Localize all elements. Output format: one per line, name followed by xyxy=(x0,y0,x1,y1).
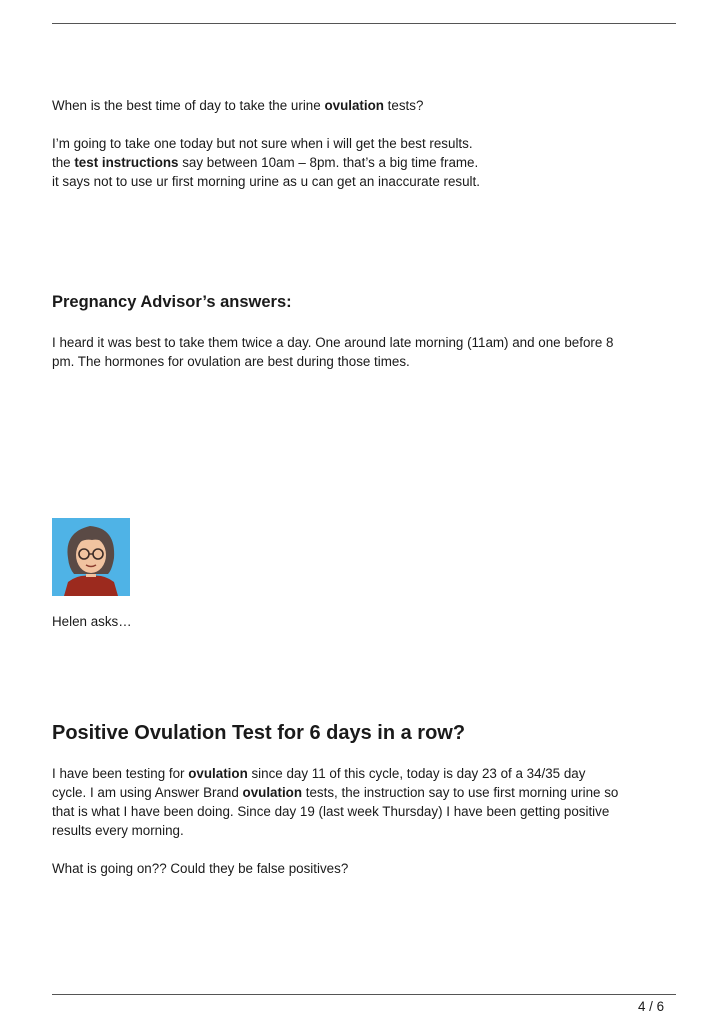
answer-line: I heard it was best to take them twice a day. One around late morning (11am) and one before 8 xyxy=(52,335,614,350)
question-line: that is what I have been doing. Since day 19 (last week Thursday) I have been getting positive xyxy=(52,804,610,819)
text-segment: cycle. I am using Answer Brand xyxy=(52,785,243,800)
keyword-bold: ovulation xyxy=(188,766,248,781)
text-segment: tests? xyxy=(383,98,424,113)
question-line xyxy=(52,153,678,172)
header-rule xyxy=(52,23,676,24)
text-segment: say between 10am – 8pm. that’s a big time frame. xyxy=(178,155,479,170)
answer-text xyxy=(52,333,678,371)
question-line xyxy=(52,96,678,115)
text-segment: since day 11 of this cycle, today is day 23 of a 34/35 day xyxy=(247,766,586,781)
text-segment: tests, the instruction say to use first morning urine so xyxy=(302,785,619,800)
question-line: I’m going to take one today but not sure when i will get the best results. xyxy=(52,136,473,151)
asker-text: Helen asks… xyxy=(52,614,132,629)
keyword-bold: ovulation xyxy=(242,785,303,800)
question-line xyxy=(52,764,678,783)
asker-label xyxy=(52,612,678,631)
answer-line: pm. The hormones for ovulation are best during those times. xyxy=(52,354,410,369)
footer-rule xyxy=(52,994,676,995)
question-line: results every morning. xyxy=(52,823,184,838)
keyword-bold: ovulation xyxy=(324,98,384,113)
text-segment: I have been testing for xyxy=(52,766,189,781)
paragraph-gap xyxy=(52,840,678,859)
question-text xyxy=(52,764,678,878)
page-number: 4 / 6 xyxy=(638,999,665,1014)
avatar-icon xyxy=(52,518,130,596)
question-line xyxy=(52,783,678,802)
text-segment: the xyxy=(52,155,75,170)
question-line: it says not to use ur first morning urine as u can get an inaccurate result. xyxy=(52,174,480,189)
answers-heading: Pregnancy Advisor’s answers: xyxy=(52,293,292,311)
question-line: What is going on?? Could they be false positives? xyxy=(52,861,349,876)
question-title: Positive Ovulation Test for 6 days in a row? xyxy=(52,722,466,744)
question-text xyxy=(52,96,678,191)
avatar xyxy=(52,518,130,596)
text-segment: When is the best time of day to take the urine xyxy=(52,98,325,113)
paragraph-gap xyxy=(52,115,678,134)
keyword-bold: test instructions xyxy=(74,155,179,170)
